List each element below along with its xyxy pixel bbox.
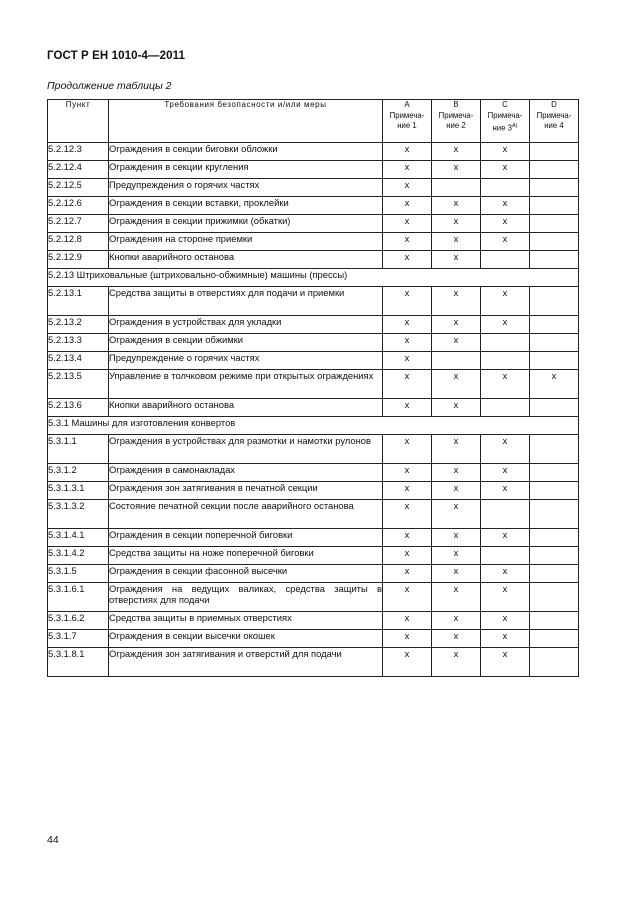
table-row [48,197,579,215]
table-caption: Продолжение таблицы 2 [47,80,172,92]
table-row [48,143,579,161]
note-b-mark: x [432,316,481,334]
note-a-mark: x [383,482,432,500]
note-d-mark [530,399,579,417]
note-b-mark: x [432,435,481,464]
note-c-mark [481,500,530,529]
header-note-footnote-mark: A) [512,123,518,129]
note-b-mark: x [432,143,481,161]
note-d-mark [530,482,579,500]
note-a-mark: x [383,334,432,352]
header-note-c [481,100,530,143]
note-c-mark [481,399,530,417]
requirement-cell: Средства защиты в приемных отверстиях [109,612,383,630]
point-cell: 5.3.1.3.1 [48,482,109,500]
header-note-letter: B [453,100,459,109]
note-d-mark [530,529,579,547]
table-row [48,565,579,583]
requirement-cell: Ограждения зон затягивания в печатной секции [109,482,383,500]
note-d-mark [530,648,579,677]
note-a-mark: x [383,251,432,269]
note-a-mark: x [383,583,432,612]
note-c-mark: x [481,316,530,334]
note-c-mark: x [481,630,530,648]
note-d-mark [530,464,579,482]
header-note-line1: Примеча- [389,110,425,120]
table-row [48,648,579,677]
requirement-cell: Ограждения зон затягивания и отверстий для подачи [109,648,383,677]
header-note-letter: C [502,100,508,109]
note-a-mark: x [383,197,432,215]
note-b-mark: x [432,370,481,399]
header-note-letter: A [404,100,410,109]
header-note-line2: ние 1 [397,121,417,130]
header-note-line2: ние 2 [446,121,466,130]
header-note-letter: D [551,100,557,109]
table-row [48,316,579,334]
requirement-cell: Ограждения в устройствах для укладки [109,316,383,334]
note-d-mark [530,316,579,334]
table-row [48,482,579,500]
note-a-mark: x [383,352,432,370]
requirement-cell: Управление в толчковом режиме при открытых ограждениях [109,370,383,399]
header-note-line2-wrap [481,121,529,134]
table-row [48,161,579,179]
note-a-mark: x [383,565,432,583]
requirements-table [47,99,579,677]
table-row [48,287,579,316]
note-b-mark: x [432,547,481,565]
note-d-mark [530,179,579,197]
table-section-row [48,417,579,435]
requirement-cell: Ограждения на стороне приемки [109,233,383,251]
note-c-mark: x [481,583,530,612]
note-b-mark: x [432,648,481,677]
note-b-mark: x [432,215,481,233]
requirement-cell: Ограждения в секции вставки, проклейки [109,197,383,215]
note-d-mark [530,287,579,316]
note-d-mark [530,161,579,179]
note-c-mark: x [481,161,530,179]
note-a-mark: x [383,435,432,464]
point-cell: 5.2.12.4 [48,161,109,179]
note-c-mark: x [481,143,530,161]
requirement-cell: Кнопки аварийного останова [109,399,383,417]
requirement-cell: Ограждения в секции фасонной высечки [109,565,383,583]
note-d-mark [530,565,579,583]
note-c-mark [481,352,530,370]
requirement-cell: Предупреждение о горячих частях [109,352,383,370]
header-note-b [432,100,481,143]
requirement-cell: Ограждения в секции высечки окошек [109,630,383,648]
note-c-mark: x [481,287,530,316]
note-c-mark: x [481,370,530,399]
note-a-mark: x [383,233,432,251]
table-row [48,612,579,630]
point-cell: 5.3.1.1 [48,435,109,464]
table-row [48,529,579,547]
requirement-cell: Средства защиты на ноже поперечной биговки [109,547,383,565]
note-d-mark [530,215,579,233]
section-heading: 5.3.1 Машины для изготовления конвертов [48,417,579,435]
note-c-mark: x [481,648,530,677]
table-row [48,583,579,612]
note-d-mark [530,251,579,269]
header-note-line2: ние 4 [544,121,564,130]
point-cell: 5.2.12.8 [48,233,109,251]
note-c-mark: x [481,435,530,464]
point-cell: 5.3.1.5 [48,565,109,583]
point-cell: 5.2.12.3 [48,143,109,161]
table-row [48,500,579,529]
table-row [48,179,579,197]
note-d-mark [530,630,579,648]
note-b-mark [432,179,481,197]
note-a-mark: x [383,648,432,677]
note-b-mark: x [432,612,481,630]
note-d-mark [530,500,579,529]
table-row [48,233,579,251]
note-b-mark: x [432,287,481,316]
point-cell: 5.2.13.3 [48,334,109,352]
point-cell: 5.3.1.4.2 [48,547,109,565]
note-b-mark: x [432,482,481,500]
requirement-cell: Ограждения в секции биговки обложки [109,143,383,161]
note-a-mark: x [383,399,432,417]
note-a-mark: x [383,630,432,648]
section-heading: 5.2.13 Штриховальные (штриховально-обжимные) машины (прессы) [48,269,579,287]
note-b-mark: x [432,464,481,482]
note-d-mark [530,197,579,215]
requirement-cell: Ограждения в секции кругления [109,161,383,179]
note-a-mark: x [383,370,432,399]
table-row [48,630,579,648]
note-c-mark: x [481,197,530,215]
note-a-mark: x [383,547,432,565]
requirement-cell: Ограждения в устройствах для размотки и намотки рулонов [109,435,383,464]
note-a-mark: x [383,287,432,316]
requirement-cell: Предупреждения о горячих частях [109,179,383,197]
note-c-mark [481,334,530,352]
header-requirement: Требования безопасности и/или меры [109,100,383,143]
note-a-mark: x [383,500,432,529]
note-b-mark: x [432,630,481,648]
page-number: 44 [47,834,59,846]
note-b-mark: x [432,161,481,179]
requirement-cell: Ограждения в секции прижимки (обкатки) [109,215,383,233]
requirement-cell: Кнопки аварийного останова [109,251,383,269]
point-cell: 5.2.12.9 [48,251,109,269]
point-cell: 5.2.13.6 [48,399,109,417]
table-row [48,215,579,233]
note-c-mark [481,547,530,565]
point-cell: 5.2.12.5 [48,179,109,197]
note-d-mark [530,612,579,630]
note-c-mark: x [481,233,530,251]
table-row [48,251,579,269]
note-d-mark [530,435,579,464]
table-row [48,547,579,565]
header-point: Пункт [48,100,109,143]
note-b-mark: x [432,399,481,417]
note-b-mark: x [432,334,481,352]
note-b-mark: x [432,529,481,547]
note-b-mark: x [432,583,481,612]
requirement-cell: Ограждения в секции обжимки [109,334,383,352]
point-cell: 5.2.12.6 [48,197,109,215]
header-note-line2: ние 3 [492,123,512,133]
note-a-mark: x [383,179,432,197]
note-a-mark: x [383,612,432,630]
table-body [48,143,579,677]
header-note-line1: Примеча- [487,110,523,120]
point-cell: 5.3.1.7 [48,630,109,648]
note-a-mark: x [383,529,432,547]
note-c-mark: x [481,464,530,482]
point-cell: 5.3.1.6.2 [48,612,109,630]
note-c-mark: x [481,215,530,233]
header-note-d [530,100,579,143]
note-a-mark: x [383,316,432,334]
point-cell: 5.2.12.7 [48,215,109,233]
note-c-mark [481,179,530,197]
point-cell: 5.3.1.6.1 [48,583,109,612]
note-a-mark: x [383,464,432,482]
note-d-mark [530,352,579,370]
table-row [48,370,579,399]
note-d-mark [530,583,579,612]
requirement-cell: Состояние печатной секции после аварийного останова [109,500,383,529]
note-b-mark: x [432,565,481,583]
point-cell: 5.3.1.4.1 [48,529,109,547]
table-header-row [48,100,579,143]
document-title: ГОСТ Р ЕН 1010-4—2011 [47,50,185,62]
table-row [48,352,579,370]
point-cell: 5.2.13.5 [48,370,109,399]
requirement-cell: Ограждения на ведущих валиках, средства защиты в отверстиях для подачи [109,583,383,612]
note-d-mark: x [530,370,579,399]
note-a-mark: x [383,143,432,161]
note-c-mark: x [481,565,530,583]
note-c-mark: x [481,612,530,630]
header-note-line1: Примеча- [536,110,572,120]
note-d-mark [530,143,579,161]
point-cell: 5.2.13.2 [48,316,109,334]
note-c-mark: x [481,529,530,547]
note-d-mark [530,233,579,251]
note-b-mark: x [432,500,481,529]
requirement-cell: Ограждения в самонакладах [109,464,383,482]
table-section-row [48,269,579,287]
note-d-mark [530,547,579,565]
note-b-mark: x [432,197,481,215]
note-a-mark: x [383,215,432,233]
table-row [48,464,579,482]
note-a-mark: x [383,161,432,179]
point-cell: 5.2.13.4 [48,352,109,370]
note-b-mark [432,352,481,370]
table-row [48,435,579,464]
point-cell: 5.3.1.2 [48,464,109,482]
table-row [48,399,579,417]
note-d-mark [530,334,579,352]
note-b-mark: x [432,233,481,251]
point-cell: 5.3.1.3.2 [48,500,109,529]
requirement-cell: Ограждения в секции поперечной биговки [109,529,383,547]
note-c-mark [481,251,530,269]
note-c-mark: x [481,482,530,500]
header-note-line1: Примеча- [438,110,474,120]
header-note-a [383,100,432,143]
point-cell: 5.3.1.8.1 [48,648,109,677]
point-cell: 5.2.13.1 [48,287,109,316]
table-row [48,334,579,352]
note-b-mark: x [432,251,481,269]
requirement-cell: Средства защиты в отверстиях для подачи и приемки [109,287,383,316]
